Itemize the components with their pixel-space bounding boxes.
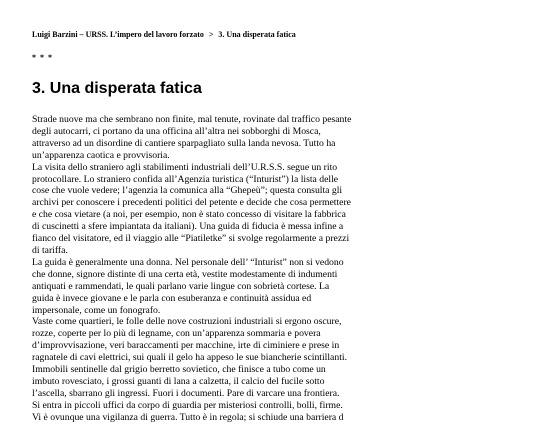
text-line: Vi è ovunque una vigilanza di guerra. Tutto è in regola; si schiude una barriera d <box>32 411 344 423</box>
text-line: degli autocarri, ci portano da una officina all’altra nei sobborghi di Mosca, <box>32 125 321 137</box>
text-line: Strade nuove ma che sembrano non finite, mal tenute, rovinate dal traffico pesante <box>32 114 352 125</box>
text-line: cose che vuole vedere; l’agenzia la comunica alla “Ghepeù”; questa consulta gli <box>32 185 343 197</box>
section-divider-stars: * * * <box>32 53 53 62</box>
text-line: guida è invece giovane e le parla con esuberanza e continuità assidua ed <box>32 292 312 304</box>
text-line: protocollare. Lo straniero confida all’Agenzia turistica (“Inturist”) la lista delle <box>32 173 339 185</box>
text-line: La guida è generalmente una donna. Nel personale dell’ “Inturist” non si vedono <box>32 256 344 268</box>
text-line: e che cosa vietare (a noi, per esempio, non è stato concesso di visitare la fabbrica <box>32 209 346 221</box>
chapter-title: 3. Una disperata fatica <box>32 80 202 97</box>
text-line: Si entra in piccoli uffici da corpo di guardia per misteriosi controlli, bolli, firme. <box>32 399 343 411</box>
text-line: d’improvvisazione, veri baraccamenti per macchine, irte di ciminiere e prese in <box>32 340 340 352</box>
text-line: Vaste come quartieri, le folle delle nove costruzioni industriali si ergono oscure, <box>32 316 342 328</box>
paragraph <box>32 257 372 317</box>
paragraph <box>32 114 372 162</box>
text-line: impersonale, come un fonografo. <box>32 304 161 316</box>
paragraph <box>32 162 372 257</box>
breadcrumb <box>32 30 296 39</box>
text-line: un’apparenza caotica e provvisoria. <box>32 149 170 161</box>
chapter-body <box>32 114 372 424</box>
text-line: rozze, coperte per lo più di legname, con un’apparenza sommaria e povera <box>32 328 321 340</box>
text-line: di tariffa. <box>32 244 68 256</box>
paragraph <box>32 316 372 423</box>
text-line: Immobili sentinelle dal grigio berretto sovietico, che finisce a tubo come un <box>32 364 326 376</box>
text-line: archivi per conoscere i precedenti politici del petente e decide che cosa permettere <box>32 197 351 209</box>
text-line: di cuscinetti a sfere impiantata da italiani). Una guida di fiducia è messa infine a <box>32 221 344 233</box>
text-line: fianco del visitatore, ed il viaggio alle “Piatiletke” si svolge regolarmente a prezzi <box>32 233 350 245</box>
text-line: ragnatele di cavi elettrici, sui quali il gelo ha appeso le sue biancherie scintillanti. <box>32 352 347 364</box>
text-line: l’ascella, sbarrano gli ingressi. Fuori i documenti. Pare di varcare una frontiera. <box>32 387 340 399</box>
text-line: attraverso ad un disordine di cantiere sparpagliato sulla landa nevosa. Tutto ha <box>32 137 336 149</box>
breadcrumb-current: 3. Una disperata fatica <box>218 30 296 39</box>
text-line: La visita dello straniero agli stabilimenti industriali dell’U.R.S.S. segue un rito <box>32 161 338 173</box>
breadcrumb-separator: > <box>208 30 214 39</box>
breadcrumb-author-link[interactable]: Luigi Barzini – URSS. L’impero del lavoro forzato <box>32 30 204 39</box>
text-line: antiquati e rammendati, le quali parlano varie lingue con sobrietà cortese. La <box>32 280 330 292</box>
text-line: che donne, signore distinte di una certa età, vestite modestamente di indumenti <box>32 268 338 280</box>
text-line: imbuto rovesciato, i grossi guanti di lana a calzetta, il calcio del fucile sotto <box>32 375 325 387</box>
